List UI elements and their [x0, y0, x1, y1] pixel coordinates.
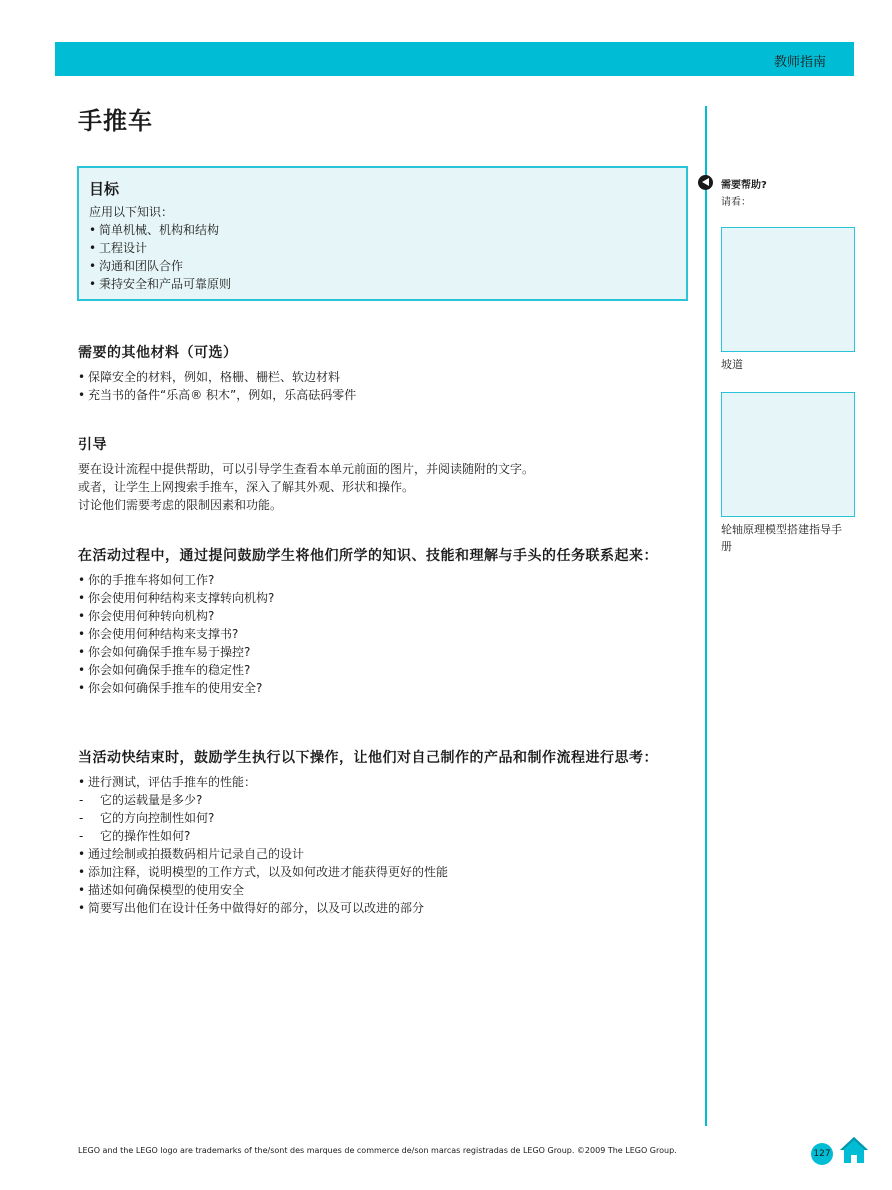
page-number: 127 — [811, 1143, 833, 1165]
list-item: • 你会如何确保手推车的使用安全? — [78, 679, 688, 697]
during-list — [78, 571, 688, 697]
header-label: 教师指南 — [773, 55, 826, 70]
list-item: • 你会如何确保手推车的稳定性? — [78, 661, 688, 679]
ending-title: 当活动快结束时，鼓励学生执行以下操作，让他们对自己制作的产品和制作流程进行思考： — [78, 750, 658, 766]
list-item: • 进行测试，评估手推车的性能： — [78, 773, 688, 791]
goal-intro: 应用以下知识： — [89, 205, 174, 219]
goal-box — [77, 166, 688, 301]
goal-list — [89, 221, 677, 293]
list-item: • 简要写出他们在设计任务中做得好的部分，以及可以改进的部分 — [78, 899, 688, 917]
list-item: • 你会如何确保手推车易于操控? — [78, 643, 688, 661]
materials-section — [78, 344, 688, 404]
list-item: • 沟通和团队合作 — [89, 257, 677, 275]
list-item: • 秉持安全和产品可靠原则 — [89, 275, 677, 293]
guide-title: 引导 — [78, 437, 107, 453]
ramp-thumbnail[interactable] — [721, 227, 855, 352]
list-item: • 你会使用何种转向机构? — [78, 607, 688, 625]
header-bar — [55, 42, 854, 76]
sub-item-text: 它的操作性如何? — [100, 829, 191, 843]
guide-section — [78, 436, 688, 514]
sub-item-text: 它的运载量是多少? — [100, 793, 203, 807]
list-item: • 保障安全的材料，例如，格栅、栅栏、软边材料 — [78, 368, 688, 386]
axle-manual-caption[interactable]: 轮轴原理模型搭建指导手册 — [721, 523, 842, 553]
list-item: • 工程设计 — [89, 239, 677, 257]
list-item: • 描述如何确保模型的使用安全 — [78, 881, 688, 899]
ending-list — [78, 773, 688, 917]
goal-title: 目标 — [89, 180, 120, 198]
sub-list-item — [78, 791, 688, 809]
footer-legal: LEGO and the LEGO logo are trademarks of the/sont des marques de commerce de/son marcas registradas de LEGO Group. ©2009 The LEGO Group. — [78, 1146, 677, 1155]
help-title: 需要帮助? — [721, 180, 767, 191]
ending-section — [78, 749, 688, 917]
ramp-caption[interactable]: 坡道 — [721, 358, 743, 371]
list-item: • 你会使用何种结构来支撑书? — [78, 625, 688, 643]
sub-item-text: 它的方向控制性如何? — [100, 811, 215, 825]
sub-list-item — [78, 827, 688, 845]
guide-line: 讨论他们需要考虑的限制因素和功能。 — [78, 498, 283, 512]
help-subtitle: 请看： — [721, 197, 751, 208]
materials-title: 需要的其他材料（可选） — [78, 345, 238, 361]
axle-manual-thumbnail[interactable] — [721, 392, 855, 517]
list-item: • 通过绘制或拍摄数码相片记录自己的设计 — [78, 845, 688, 863]
guide-line: 或者，让学生上网搜索手推车，深入了解其外观、形状和操作。 — [78, 480, 415, 494]
list-item: • 添加注释，说明模型的工作方式，以及如何改进才能获得更好的性能 — [78, 863, 688, 881]
list-item: • 充当书的备件“乐高® 积木”，例如，乐高砝码零件 — [78, 386, 688, 404]
during-title: 在活动过程中，通过提问鼓励学生将他们所学的知识、技能和理解与手头的任务联系起来： — [78, 548, 658, 564]
sub-list-item — [78, 809, 688, 827]
list-item: • 你的手推车将如何工作? — [78, 571, 688, 589]
list-item: • 简单机械、机构和结构 — [89, 221, 677, 239]
during-section — [78, 547, 688, 697]
materials-list — [78, 368, 688, 404]
page-title: 手推车 — [78, 107, 153, 135]
back-arrow-icon[interactable] — [698, 175, 713, 190]
home-icon[interactable] — [839, 1136, 869, 1164]
sidebar-divider — [705, 106, 707, 1126]
list-item: • 你会使用何种结构来支撑转向机构? — [78, 589, 688, 607]
guide-line: 要在设计流程中提供帮助，可以引导学生查看本单元前面的图片，并阅读随附的文字。 — [78, 462, 535, 476]
